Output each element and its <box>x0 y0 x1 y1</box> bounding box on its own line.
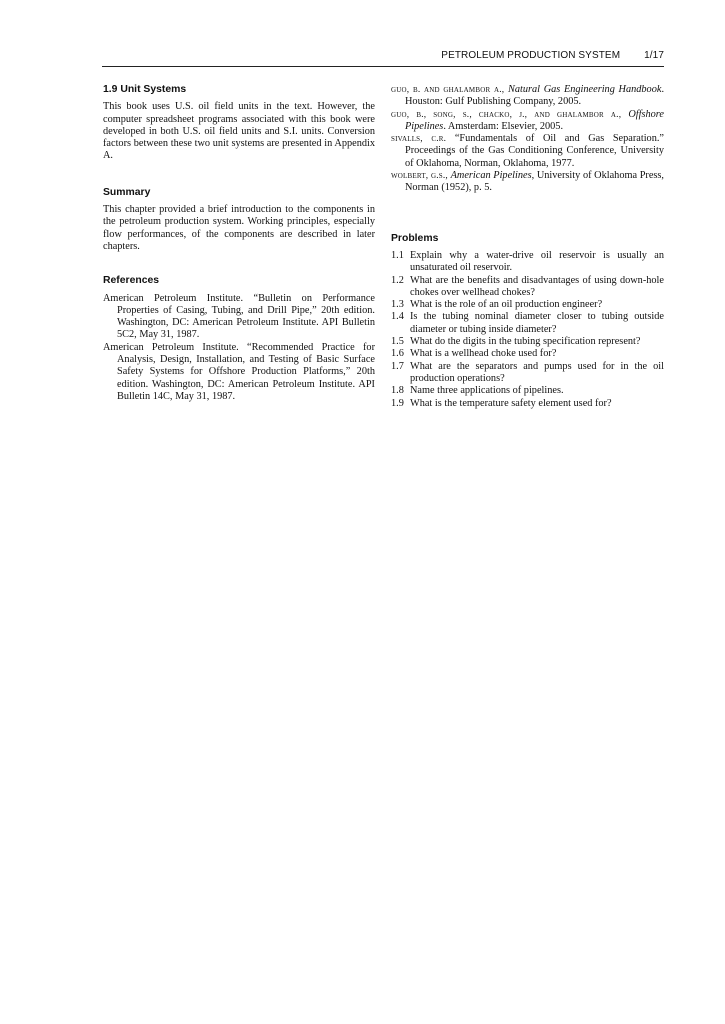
reference-title: American Pipelines <box>450 170 532 182</box>
references-section <box>103 275 375 403</box>
reference-details: “Fundamentals of Oil and Gas Separation.” Proceedings of the Gas Conditioning Conference, University of Oklahoma, Norman, Oklahoma, 1977. <box>405 133 664 169</box>
unit-systems-section <box>103 84 375 163</box>
reference-item <box>391 109 664 134</box>
reference-authors: sivalls, c.r. <box>391 134 447 145</box>
reference-title: Natural Gas Engineering Handbook <box>507 84 662 95</box>
header-rule <box>102 66 664 67</box>
reference-authors: guo, b. and ghalambor a., <box>391 85 505 95</box>
problem-text: What are the benefits and disadvantages of using down-hole chokes over wellhead chokes? <box>410 274 664 298</box>
problem-text: What is a wellhead choke used for? <box>410 348 557 360</box>
problem-number: 1.8 <box>391 385 404 397</box>
summary-body: This chapter provided a brief introduction to the components in the petroleum production system. Working principles, especially flow performances, of the components are described in later chapters. <box>103 204 375 252</box>
summary-heading: Summary <box>103 186 151 198</box>
problem-number: 1.5 <box>391 336 404 348</box>
unit-systems-heading: 1.9 Unit Systems <box>103 84 187 95</box>
reference-details: . Amsterdam: Elsevier, 2005. <box>443 120 564 132</box>
unit-systems-body: This book uses U.S. oil field units in the text. However, the computer spreadsheet programs associated with this book were developed in both U.S. oil field units and S.I. units. Conversion factors between these two unit systems are presented in Appendix A. <box>103 101 375 162</box>
problem-number: 1.2 <box>391 274 404 286</box>
problem-text: Name three applications of pipelines. <box>410 385 564 397</box>
left-column <box>103 84 375 403</box>
problems-section <box>391 233 664 410</box>
right-column <box>391 84 664 410</box>
reference-authors: guo, b., song, s., chacko, j., and ghalambor a., <box>391 109 622 120</box>
problem-item <box>391 385 664 397</box>
problem-text: What do the digits in the tubing specification represent? <box>410 336 641 348</box>
problem-item <box>391 250 664 275</box>
reference-details: , University of Oklahoma Press, Norman (1952), p. 5. <box>405 170 665 194</box>
problem-text: What are the separators and pumps used for in the oil production operations? <box>410 360 664 384</box>
running-header <box>102 50 664 66</box>
problem-text: What is the temperature safety element used for? <box>410 397 612 409</box>
problem-number: 1.9 <box>391 397 404 409</box>
problem-number: 1.7 <box>391 360 404 372</box>
page-number: 1/17 <box>644 50 664 61</box>
problem-item <box>391 336 664 348</box>
reference-item <box>391 133 664 170</box>
problem-item <box>391 311 664 336</box>
problem-item <box>391 348 664 360</box>
references-heading: References <box>103 275 160 287</box>
problem-item <box>391 275 664 300</box>
reference-item: American Petroleum Institute. “Recommended Practice for Analysis, Design, Installation, and Testing of Basic Surface Safety Systems for Offshore Production Platforms,” 20th edition. Washington, DC: American Petroleum Institute. API Bulletin 14C, May 31, 1987. <box>103 341 375 402</box>
reference-item <box>391 84 664 109</box>
problem-item <box>391 361 664 386</box>
problem-text: What is the role of an oil production engineer? <box>410 299 603 311</box>
problem-number: 1.6 <box>391 348 404 360</box>
problem-text: Is the tubing nominal diameter closer to tubing outside diameter or tubing inside diameter? <box>410 311 664 335</box>
reference-authors: wolbert, g.s., <box>391 171 448 182</box>
problem-number: 1.3 <box>391 299 404 311</box>
references-continued <box>391 84 664 195</box>
reference-item <box>391 170 664 195</box>
problem-item <box>391 299 664 311</box>
problem-item <box>391 398 664 410</box>
running-title: PETROLEUM PRODUCTION SYSTEM <box>441 50 621 61</box>
problem-number: 1.1 <box>391 249 404 261</box>
problems-heading: Problems <box>391 232 439 244</box>
summary-section <box>103 187 375 253</box>
problem-text: Explain why a water-drive oil reservoir is usually an unsaturated oil reservoir. <box>410 249 664 274</box>
reference-details: . Houston: Gulf Publishing Company, 2005. <box>405 84 665 108</box>
reference-title: Offshore Pipelines <box>405 108 664 132</box>
problem-number: 1.4 <box>391 311 404 323</box>
reference-item: American Petroleum Institute. “Bulletin on Performance Properties of Casing, Tubing, and Drill Pipe,” 20th edition. Washington, DC: American Petroleum Institute. API Bulletin 5C2, May 31, 1987. <box>103 292 375 341</box>
